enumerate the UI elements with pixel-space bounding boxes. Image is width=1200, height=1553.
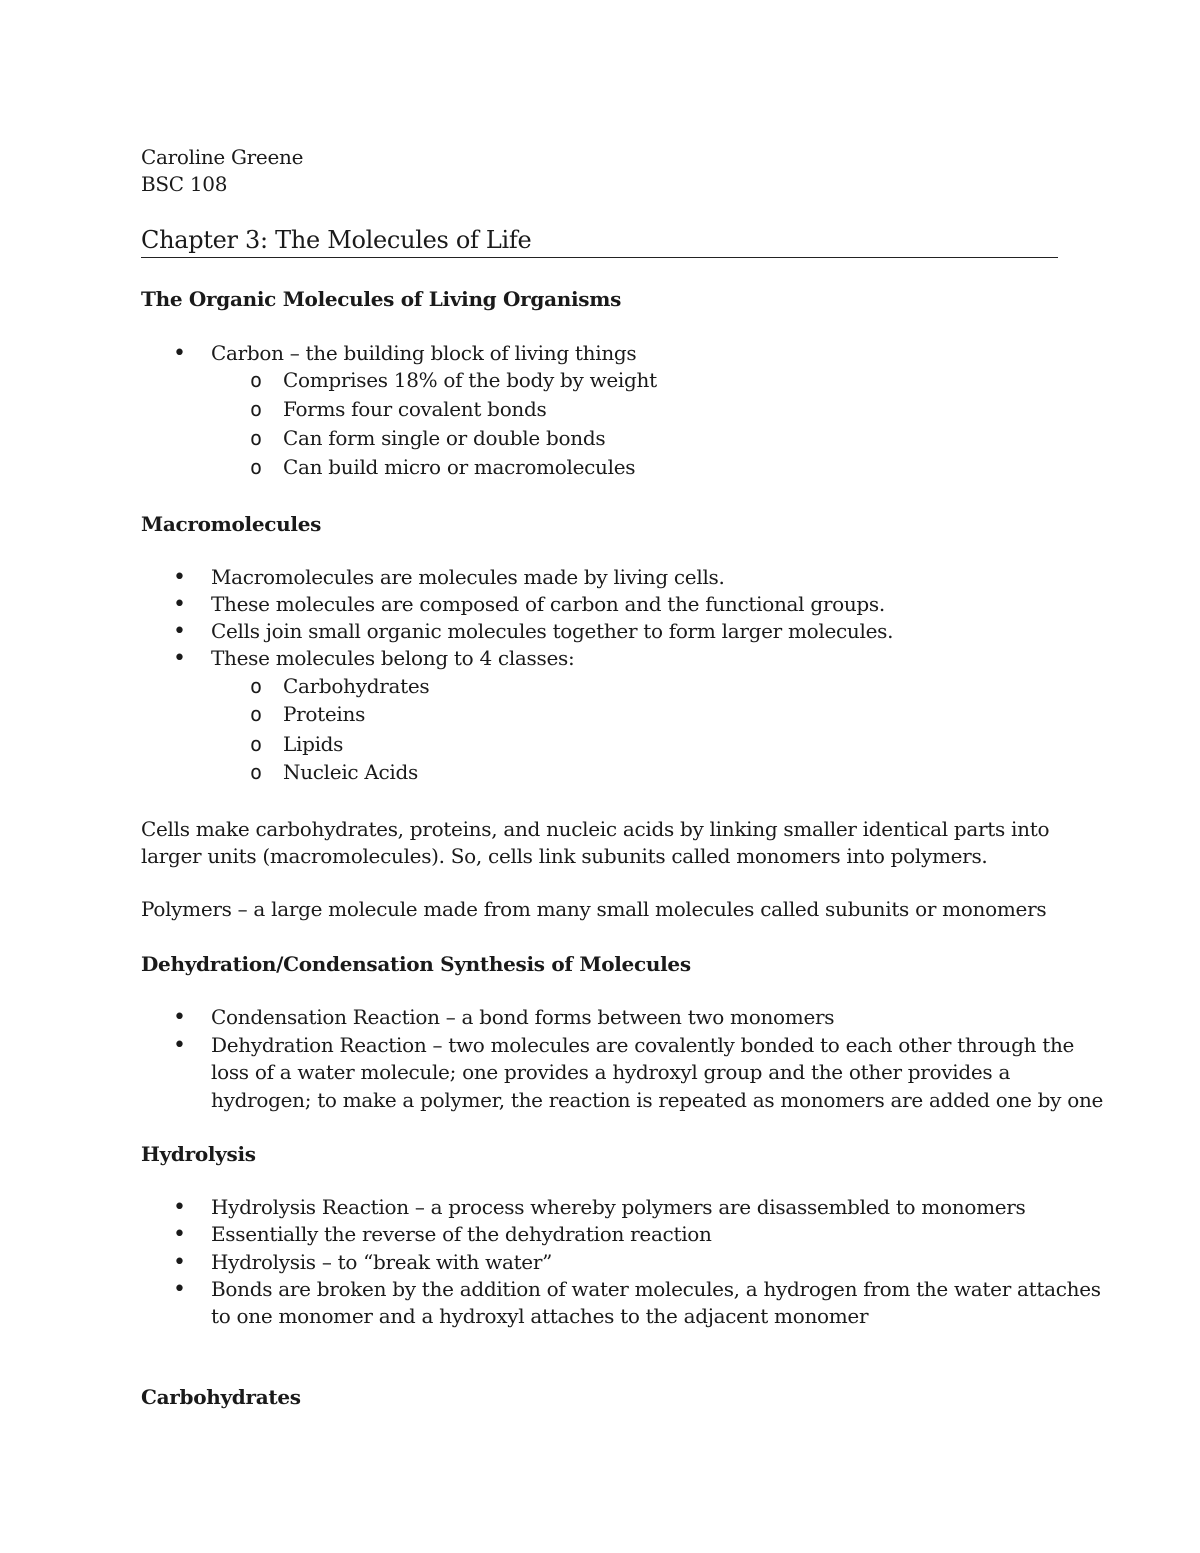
title-underline [141, 257, 1058, 258]
bullet-icon: • [173, 1033, 186, 1058]
sub-bullet-icon: o [250, 760, 263, 784]
list-item: Carbon – the building block of living things [211, 341, 637, 365]
paragraph-line: larger units (macromolecules). So, cells link subunits called monomers into polymers. [141, 844, 988, 868]
list-item-continuation: to one monomer and a hydroxyl attaches to the adjacent monomer [211, 1304, 869, 1328]
section-heading-organic: The Organic Molecules of Living Organisms [141, 287, 622, 311]
course-code: BSC 108 [141, 172, 228, 196]
sub-bullet-icon: o [250, 732, 263, 756]
bullet-icon: • [173, 341, 186, 366]
sub-bullet-icon: o [250, 702, 263, 726]
author-name: Caroline Greene [141, 145, 304, 169]
list-item-continuation: hydrogen; to make a polymer, the reaction is repeated as monomers are added one by one [211, 1088, 1104, 1112]
sub-list-item: Comprises 18% of the body by weight [283, 368, 657, 392]
list-item: Dehydration Reaction – two molecules are covalently bonded to each other through the [211, 1033, 1075, 1057]
bullet-icon: • [173, 1005, 186, 1030]
list-item: Cells join small organic molecules together to form larger molecules. [211, 619, 894, 643]
paragraph-line: Cells make carbohydrates, proteins, and nucleic acids by linking smaller identical parts into [141, 817, 1050, 841]
sub-list-item: Forms four covalent bonds [283, 397, 547, 421]
sub-list-item: Carbohydrates [283, 674, 430, 698]
list-item: Condensation Reaction – a bond forms between two monomers [211, 1005, 835, 1029]
sub-list-item: Can build micro or macromolecules [283, 455, 636, 479]
bullet-icon: • [173, 1250, 186, 1275]
bullet-icon: • [173, 1195, 186, 1220]
list-item: Essentially the reverse of the dehydration reaction [211, 1222, 712, 1246]
sub-bullet-icon: o [250, 455, 263, 479]
section-heading-carbohydrates: Carbohydrates [141, 1385, 301, 1409]
list-item: Hydrolysis Reaction – a process whereby polymers are disassembled to monomers [211, 1195, 1026, 1219]
bullet-icon: • [173, 1277, 186, 1302]
chapter-title: Chapter 3: The Molecules of Life [141, 226, 532, 254]
section-heading-macromolecules: Macromolecules [141, 512, 322, 536]
sub-bullet-icon: o [250, 397, 263, 421]
list-item: Macromolecules are molecules made by living cells. [211, 565, 725, 589]
bullet-icon: • [173, 565, 186, 590]
sub-list-item: Nucleic Acids [283, 760, 418, 784]
bullet-icon: • [173, 646, 186, 671]
sub-list-item: Proteins [283, 702, 366, 726]
list-item: These molecules belong to 4 classes: [211, 646, 575, 670]
list-item: Hydrolysis – to “break with water” [211, 1250, 553, 1274]
list-item-continuation: loss of a water molecule; one provides a hydroxyl group and the other provides a [211, 1060, 1011, 1084]
list-item: These molecules are composed of carbon and the functional groups. [211, 592, 885, 616]
bullet-icon: • [173, 619, 186, 644]
section-heading-dehydration: Dehydration/Condensation Synthesis of Molecules [141, 952, 691, 976]
sub-bullet-icon: o [250, 368, 263, 392]
sub-bullet-icon: o [250, 426, 263, 450]
sub-list-item: Can form single or double bonds [283, 426, 606, 450]
paragraph-polymers: Polymers – a large molecule made from many small molecules called subunits or monomers [141, 897, 1047, 921]
list-item: Bonds are broken by the addition of water molecules, a hydrogen from the water attaches [211, 1277, 1101, 1301]
section-heading-hydrolysis: Hydrolysis [141, 1142, 256, 1166]
bullet-icon: • [173, 1222, 186, 1247]
sub-list-item: Lipids [283, 732, 344, 756]
bullet-icon: • [173, 592, 186, 617]
sub-bullet-icon: o [250, 674, 263, 698]
